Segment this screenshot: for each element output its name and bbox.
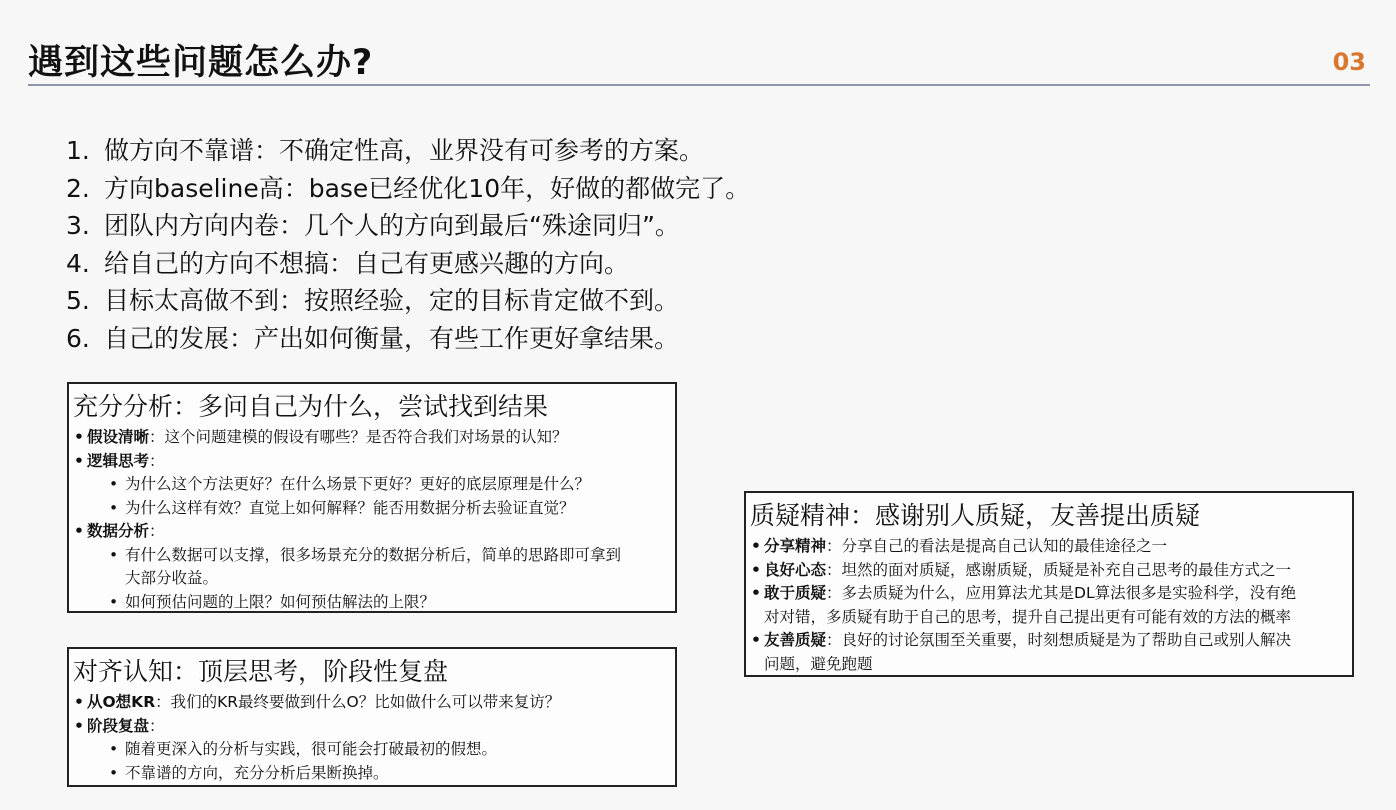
analysis-box-title: 充分分析：多问自己为什么，尝试找到结果 xyxy=(73,392,549,421)
page-title: 遇到这些问题怎么办? xyxy=(28,43,374,83)
bullet-icon: • xyxy=(109,592,119,611)
bullet-review: • 阶段复盘： xyxy=(69,715,675,739)
list-item: 1. 做方向不靠谱：不确定性高，业界没有可参考的方案。 xyxy=(66,136,705,165)
bullet-icon: • xyxy=(751,584,761,602)
bullet-icon: • xyxy=(751,631,761,649)
sub-bullet: • 为什么这样有效？直觉上如何解释？能否用数据分析去验证直觉？ xyxy=(69,497,675,521)
bullet-friendly: • 友善质疑：良好的讨论氛围至关重要，时刻想质疑是为了帮助自己或别人解决 问题，避免跑题 xyxy=(751,631,1292,673)
bullet-icon: • xyxy=(109,763,119,782)
bullet-icon: • xyxy=(109,740,119,758)
bullet-icon: • xyxy=(74,522,84,540)
questioning-box-title: 质疑精神：感谢别人质疑，友善提出质疑 xyxy=(750,501,1201,530)
alignment-box xyxy=(67,647,677,787)
bullet-logic: • 逻辑思考： xyxy=(69,450,675,474)
sub-bullet: • 为什么这个方法更好？在什么场景下更好？更好的底层原理是什么？ xyxy=(69,473,675,497)
page-number: 03 xyxy=(1332,48,1366,76)
list-item: 6. 自己的发展：产出如何衡量，有些工作更好拿结果。 xyxy=(66,323,680,353)
bullet-icon: • xyxy=(751,560,761,579)
bullet-icon: • xyxy=(109,498,119,517)
alignment-box-title: 对齐认知：顶层思考，阶段性复盘 xyxy=(73,657,449,686)
bullet-icon: • xyxy=(74,428,84,446)
sub-bullet: • 有什么数据可以支撑，很多场景充分的数据分析后，简单的思路即可拿到 大部分收益。 xyxy=(109,545,622,587)
title-divider xyxy=(28,84,1370,86)
list-item: 2. 方向baseline高：base已经优化10年，好做的都做完了。 xyxy=(66,173,751,203)
bullet-icon: • xyxy=(109,545,119,564)
bullet-icon: • xyxy=(74,451,84,470)
problem-list xyxy=(62,132,750,357)
list-item: 3. 团队内方向内卷：几个人的方向到最后“殊途同归”。 xyxy=(66,211,680,240)
bullet-share: • 分享精神：分享自己的看法是提高自己认知的最佳途径之一 xyxy=(746,535,1352,559)
bullet-icon: • xyxy=(751,537,761,555)
sub-bullet: • 不靠谱的方向，充分分析后果断换掉。 xyxy=(69,762,675,786)
bullet-okr: • 从O想KR：我们的KR最终要做到什么O？比如做什么可以带来复访？ xyxy=(69,691,675,715)
bullet-icon: • xyxy=(74,716,84,735)
bullet-icon: • xyxy=(74,693,84,711)
bullet-dare: • 敢于质疑：多去质疑为什么，应用算法尤其是DL算法很多是实验科学，没有绝 对对错，多质疑有助于自己的思考，提升自己提出更有可能有效的方法的概率 xyxy=(751,584,1297,626)
bullet-data: • 数据分析： xyxy=(69,520,675,544)
bullet-icon: • xyxy=(109,475,119,493)
bullet-assumption: • 假设清晰：这个问题建模的假设有哪些？是否符合我们对场景的认知？ xyxy=(69,426,675,450)
list-item: 4. 给自己的方向不想搞：自己有更感兴趣的方向。 xyxy=(66,248,630,278)
bullet-mindset: • 良好心态：坦然的面对质疑，感谢质疑，质疑是补充自己思考的最佳方式之一 xyxy=(746,559,1352,583)
analysis-box xyxy=(67,382,677,613)
sub-bullet: • 随着更深入的分析与实践，很可能会打破最初的假想。 xyxy=(69,738,675,762)
questioning-box xyxy=(744,491,1354,677)
list-item: 5. 目标太高做不到：按照经验，定的目标肯定做不到。 xyxy=(66,286,680,315)
sub-bullet: • 如何预估问题的上限？如何预估解法的上限？ xyxy=(69,591,675,615)
